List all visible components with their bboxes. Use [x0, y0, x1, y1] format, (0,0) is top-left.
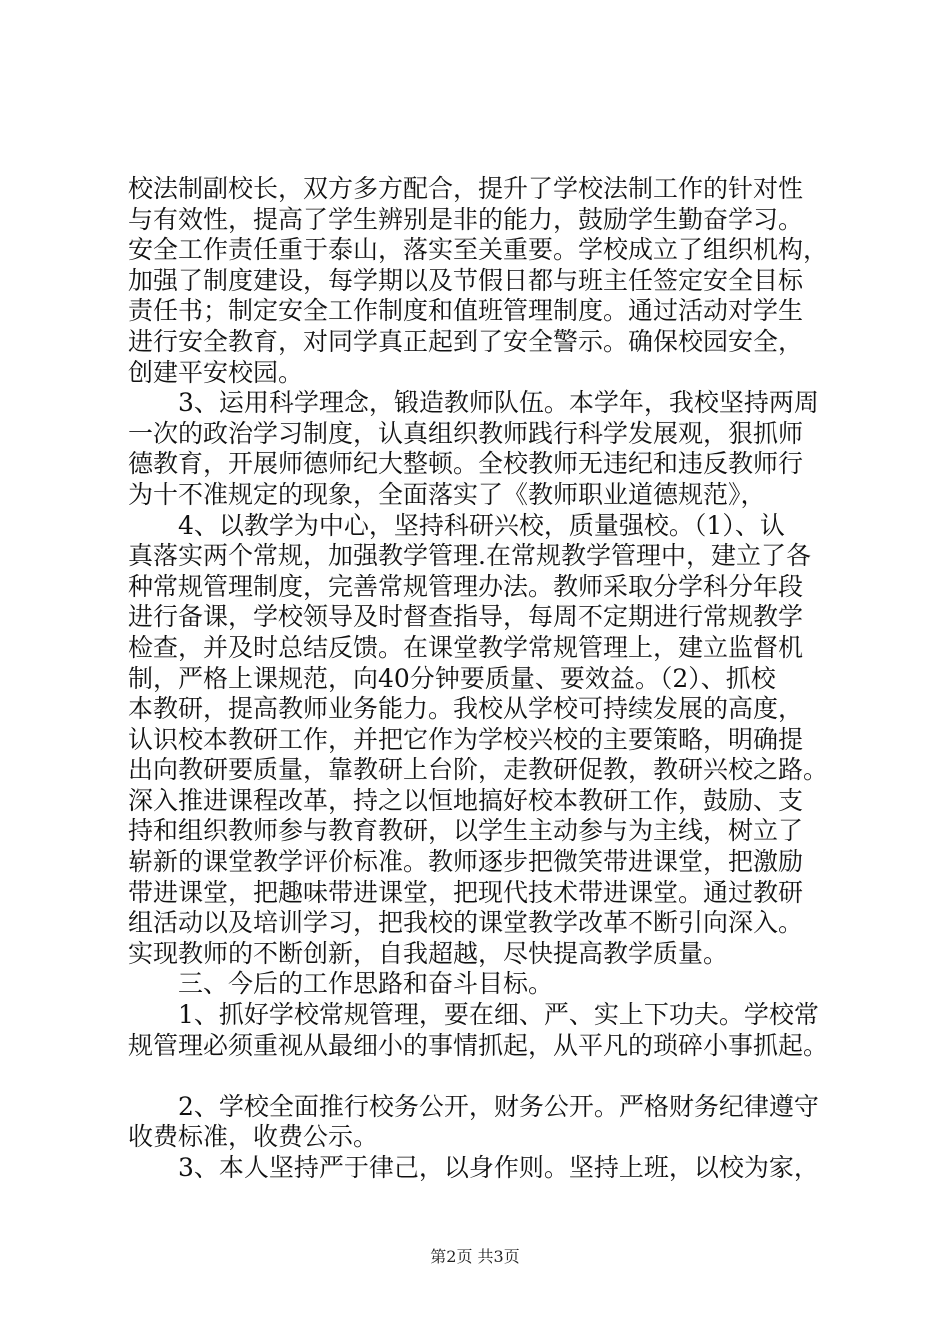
- paragraph-line: 认识校本教研工作，并把它作为学校兴校的主要策略，明确提: [128, 724, 804, 754]
- page-number: 第2页 共3页: [430, 1247, 520, 1266]
- paragraph-line: 出向教研要质量，靠教研上台阶，走教研促教，教研兴校之路。: [128, 755, 829, 785]
- paragraph-line: 进行安全教育，对同学真正起到了安全警示。确保校园安全，: [128, 326, 804, 356]
- paragraph-line: 创建平安校园。: [128, 357, 304, 387]
- paragraph-line: 1、抓好学校常规管理，要在细、严、实上下功夫。学校常: [178, 1000, 819, 1030]
- paragraph-line: 2、学校全面推行校务公开，财务公开。严格财务纪律遵守: [178, 1091, 819, 1121]
- paragraph-line: 本教研，提高教师业务能力。我校从学校可持续发展的高度，: [128, 694, 804, 724]
- document-body: [128, 174, 848, 1184]
- paragraph-line: 校法制副校长，双方多方配合，提升了学校法制工作的针对性: [128, 174, 804, 203]
- paragraph-line: 4、以教学为中心，坚持科研兴校，质量强校。（1）、认: [178, 510, 785, 540]
- paragraph-line: 收费标准，收费公示。: [128, 1122, 379, 1152]
- paragraph-line: 责任书；制定安全工作制度和值班管理制度。通过活动对学生: [128, 296, 804, 326]
- paragraph-line: 崭新的课堂教学评价标准。教师逐步把微笑带进课堂，把激励: [128, 847, 804, 877]
- paragraph-gap: [128, 1061, 848, 1092]
- paragraph-line: 为十不准规定的现象，全面落实了《教师职业道德规范》，: [128, 479, 766, 509]
- paragraph-line: 组活动以及培训学习，把我校的课堂教学改革不断引向深入。: [128, 908, 804, 938]
- paragraph-line: 德教育，开展师德师纪大整顿。全校教师无违纪和违反教师行: [128, 449, 804, 479]
- page-footer: [0, 1244, 950, 1267]
- paragraph-line: 检查，并及时总结反馈。在课堂教学常规管理上，建立监督机: [128, 632, 804, 662]
- paragraph-line: 制，严格上课规范，向40分钟要质量、要效益。（2）、抓校: [128, 663, 776, 693]
- paragraph-line: 3、本人坚持严于律己，以身作则。坚持上班，以校为家，: [178, 1153, 819, 1182]
- paragraph-line: 与有效性，提高了学生辨别是非的能力，鼓励学生勤奋学习。: [128, 204, 804, 234]
- paragraph-line: 持和组织教师参与教育教研，以学生主动参与为主线，树立了: [128, 816, 804, 846]
- paragraph-line: 进行备课，学校领导及时督查指导，每周不定期进行常规教学: [128, 602, 804, 632]
- paragraph-line: 实现教师的不断创新，自我超越，尽快提高教学质量。: [128, 938, 729, 968]
- paragraph-line: 深入推进课程改革，持之以恒地搞好校本教研工作，鼓励、支: [128, 785, 804, 815]
- paragraph-line: 3、运用科学理念，锻造教师队伍。本学年，我校坚持两周: [178, 388, 819, 418]
- paragraph-line: 种常规管理制度，完善常规管理办法。教师采取分学科分年段: [128, 571, 804, 601]
- paragraph-line: 带进课堂，把趣味带进课堂，把现代技术带进课堂。通过教研: [128, 877, 804, 907]
- paragraph-line: 安全工作责任重于泰山，落实至关重要。学校成立了组织机构，: [128, 235, 829, 265]
- paragraph-line: 真落实两个常规，加强教学管理.在常规教学管理中，建立了各: [128, 541, 811, 571]
- paragraph-line: 加强了制度建设，每学期以及节假日都与班主任签定安全目标: [128, 265, 804, 295]
- paragraph-line: 一次的政治学习制度，认真组织教师践行科学发展观，狠抓师: [128, 418, 804, 448]
- paragraph-line: 规管理必须重视从最细小的事情抓起，从平凡的琐碎小事抓起。: [128, 1030, 829, 1060]
- section-heading: 三、今后的工作思路和奋斗目标。: [178, 969, 554, 999]
